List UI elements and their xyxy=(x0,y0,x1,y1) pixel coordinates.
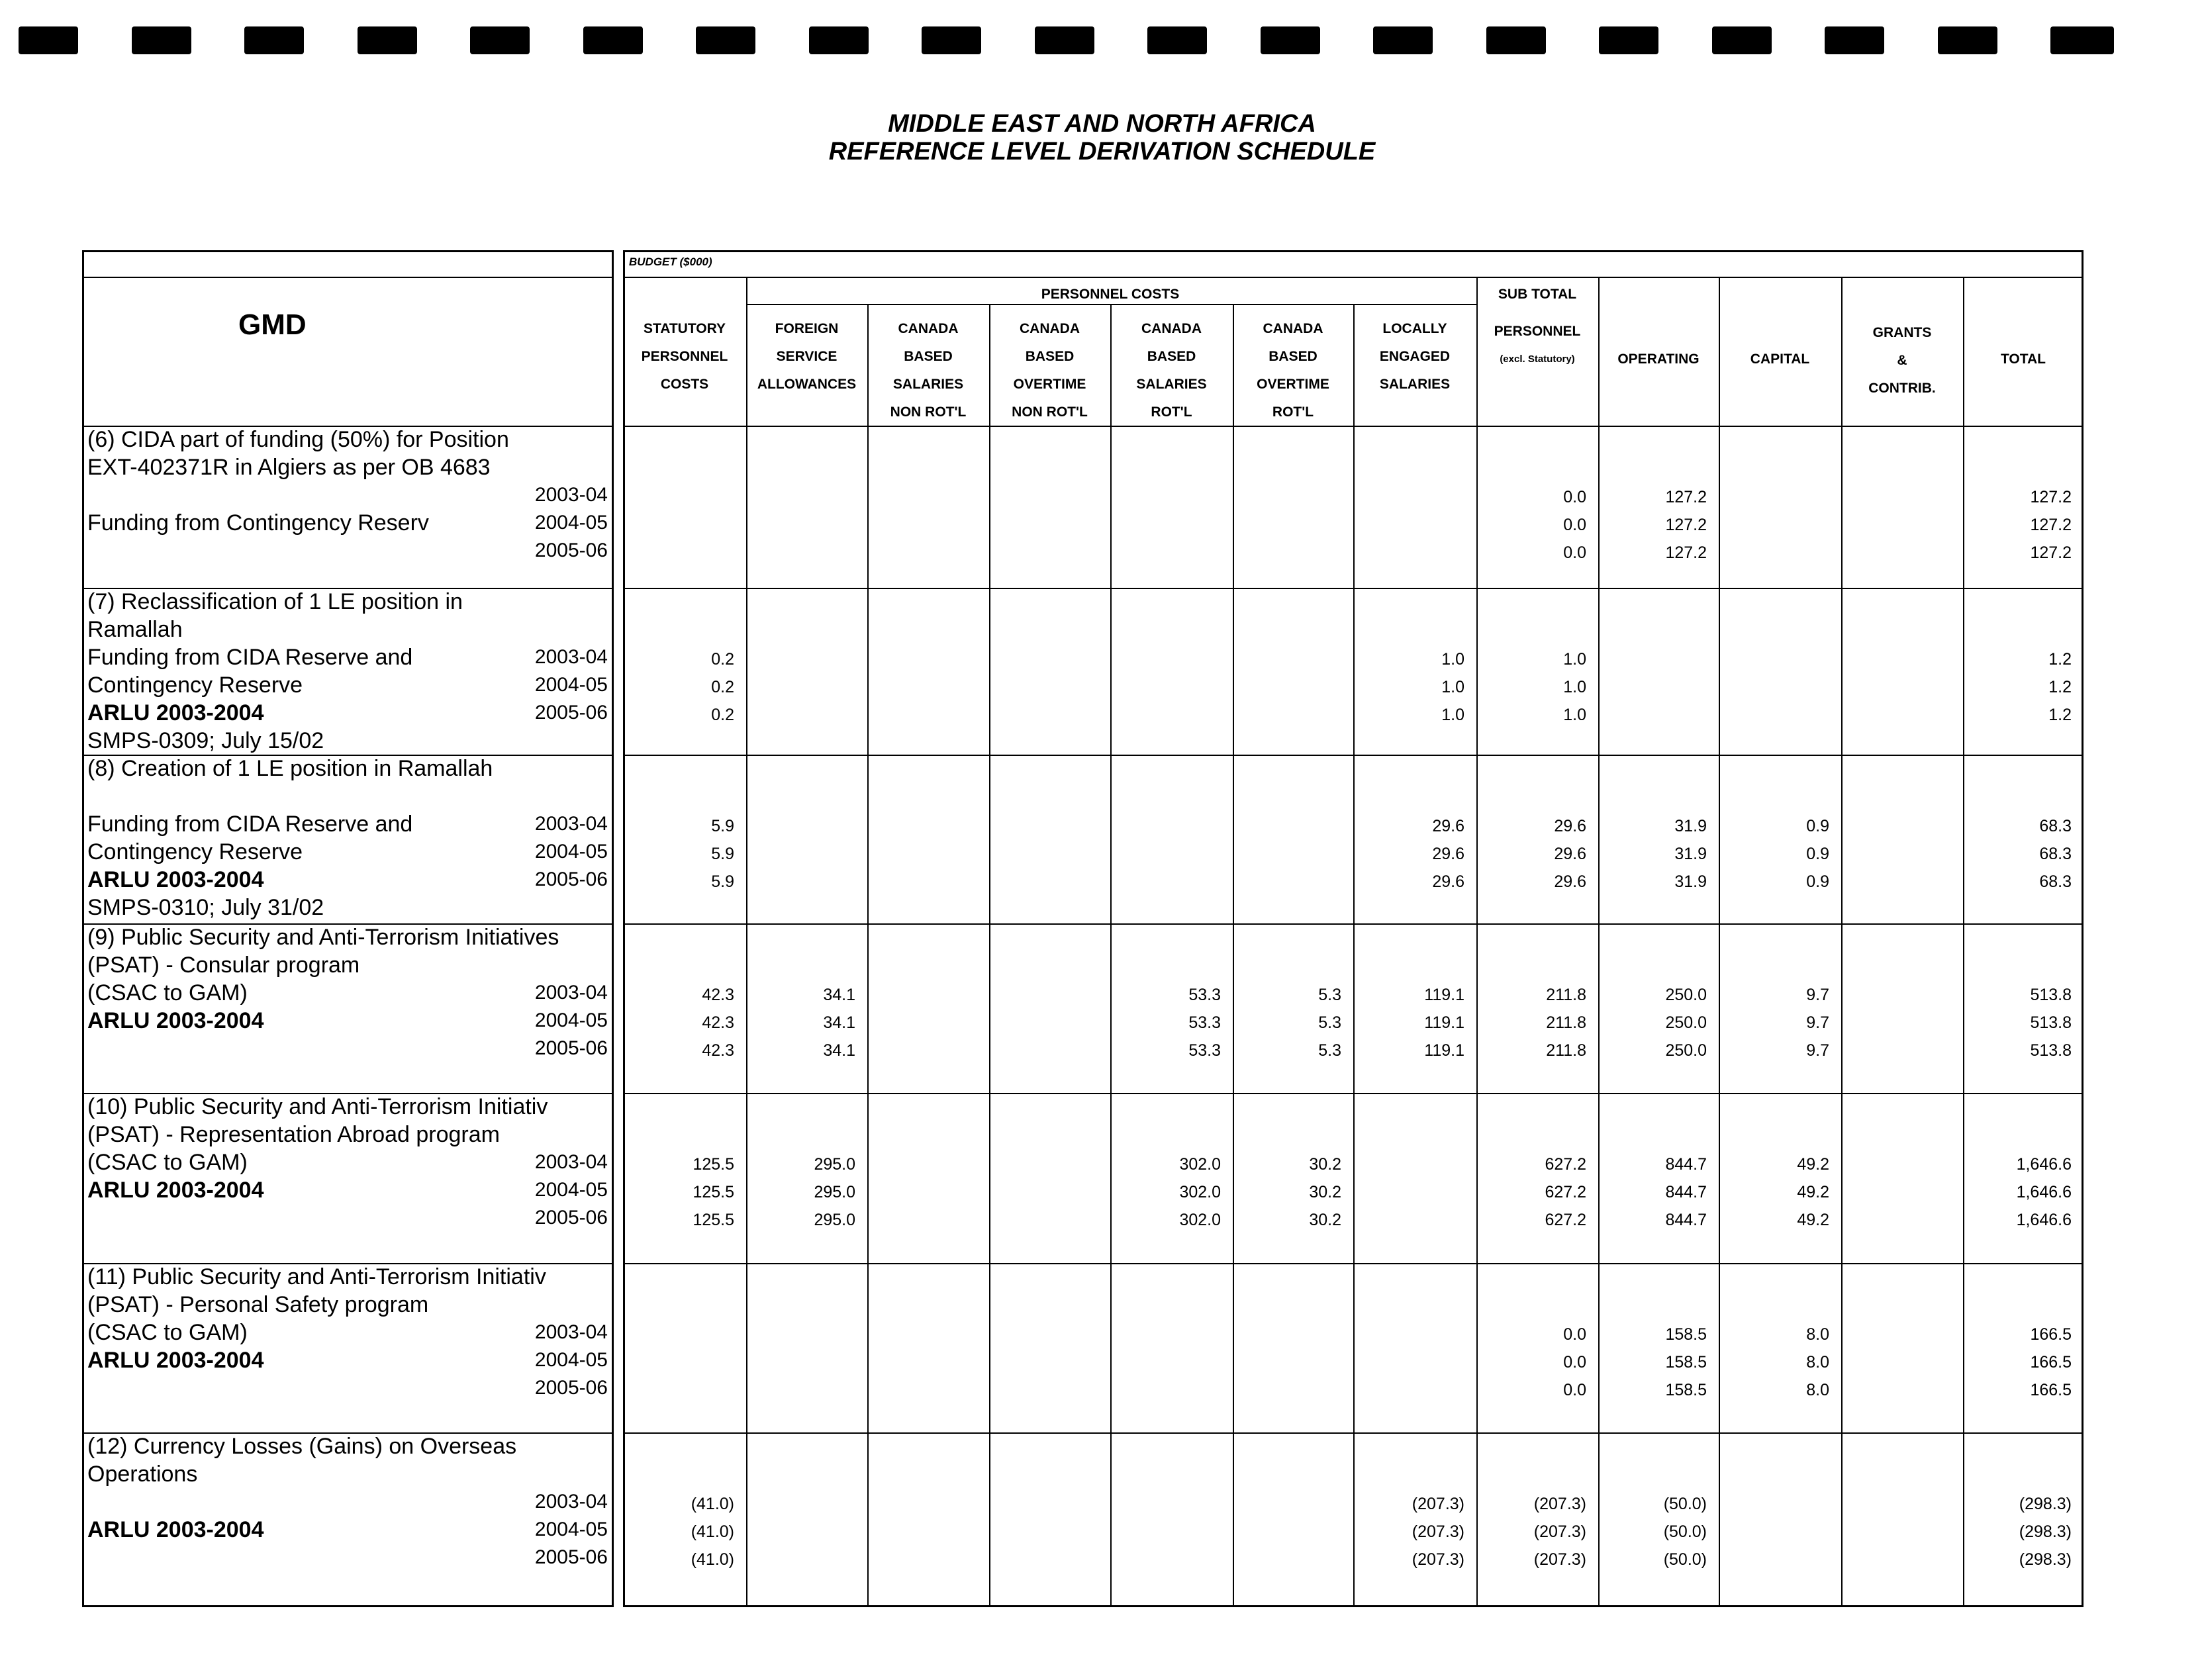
column-divider xyxy=(989,304,990,1607)
fiscal-year: 2003-04 xyxy=(534,1321,608,1343)
cell-value: 844.7 xyxy=(1665,1183,1707,1201)
cell-value: 42.3 xyxy=(702,1013,734,1032)
cell-value: 127.2 xyxy=(2030,488,2072,506)
cell-value: 627.2 xyxy=(1545,1155,1586,1174)
cell-value: (50.0) xyxy=(1663,1522,1707,1541)
cell-value: 34.1 xyxy=(823,986,855,1004)
fiscal-year: 2003-04 xyxy=(534,813,608,835)
column-header-le_sal: ENGAGED xyxy=(1379,349,1451,364)
cell-value: 211.8 xyxy=(1546,1013,1586,1032)
gmd-heading: GMD xyxy=(238,308,307,341)
cell-value: 9.7 xyxy=(1806,1041,1829,1060)
cell-value: 31.9 xyxy=(1674,845,1707,863)
cell-value: (207.3) xyxy=(1412,1550,1464,1569)
cell-value: 1.0 xyxy=(1563,678,1586,696)
cell-value: 49.2 xyxy=(1797,1211,1829,1229)
section-divider xyxy=(623,426,2084,427)
column-divider xyxy=(1719,277,1720,1607)
cell-value: 119.1 xyxy=(1424,1041,1464,1060)
fiscal-year: 2003-04 xyxy=(534,646,608,668)
grid-line xyxy=(82,277,614,278)
cell-value: 0.9 xyxy=(1806,817,1829,835)
punch-hole xyxy=(358,26,417,54)
cell-value: 627.2 xyxy=(1545,1211,1586,1229)
cell-value: (41.0) xyxy=(691,1522,734,1541)
cell-value: 158.5 xyxy=(1665,1325,1707,1344)
cell-value: 1.2 xyxy=(2048,650,2072,669)
column-header-fsa: ALLOWANCES xyxy=(757,377,857,392)
cell-value: (298.3) xyxy=(2019,1550,2072,1569)
column-header-cb_ot_r: OVERTIME xyxy=(1257,377,1329,392)
cell-value: 158.5 xyxy=(1665,1353,1707,1372)
section-label: (CSAC to GAM) xyxy=(87,980,248,1005)
cell-value: 5.9 xyxy=(711,845,734,863)
punch-hole xyxy=(1486,26,1546,54)
section-divider xyxy=(623,923,2084,925)
section-label: ARLU 2003-2004 xyxy=(87,1008,264,1033)
document-title-line1: MIDDLE EAST AND NORTH AFRICA xyxy=(888,110,1316,138)
cell-value: 9.7 xyxy=(1806,1013,1829,1032)
column-header-operating: OPERATING xyxy=(1617,351,1700,367)
section-label: (6) CIDA part of funding (50%) for Position xyxy=(87,427,509,452)
cell-value: 5.3 xyxy=(1318,1041,1341,1060)
cell-value: 295.0 xyxy=(814,1183,855,1201)
section-label: Contingency Reserve xyxy=(87,839,303,864)
cell-value: 0.0 xyxy=(1563,543,1586,562)
fiscal-year: 2005-06 xyxy=(534,1207,608,1229)
cell-value: (41.0) xyxy=(691,1550,734,1569)
punch-hole xyxy=(1373,26,1433,54)
section-label: ARLU 2003-2004 xyxy=(87,1178,264,1203)
column-header-cb_ot_nr: BASED xyxy=(1025,349,1075,364)
cell-value: 8.0 xyxy=(1806,1325,1829,1344)
cell-value: 31.9 xyxy=(1674,817,1707,835)
punch-hole xyxy=(1035,26,1094,54)
cell-value: 127.2 xyxy=(2030,516,2072,534)
punch-hole xyxy=(132,26,191,54)
cell-value: 31.9 xyxy=(1674,872,1707,891)
column-header-cb_sal_nr: SALARIES xyxy=(892,377,964,392)
punch-hole xyxy=(244,26,304,54)
section-label: Funding from Contingency Reserv xyxy=(87,510,429,536)
cell-value: 302.0 xyxy=(1179,1183,1221,1201)
cell-value: 42.3 xyxy=(702,986,734,1004)
section-label: (PSAT) - Representation Abroad program xyxy=(87,1122,500,1147)
column-divider xyxy=(1353,304,1355,1607)
column-header-statutory: PERSONNEL xyxy=(641,349,728,364)
section-label: Funding from CIDA Reserve and xyxy=(87,812,413,837)
cell-value: 0.2 xyxy=(711,706,734,724)
fiscal-year: 2004-05 xyxy=(534,1179,608,1201)
cell-value: 127.2 xyxy=(1665,543,1707,562)
cell-value: 627.2 xyxy=(1545,1183,1586,1201)
cell-value: 250.0 xyxy=(1665,1013,1707,1032)
section-label: (11) Public Security and Anti-Terrorism Initiativ xyxy=(87,1264,546,1289)
cell-value: 8.0 xyxy=(1806,1353,1829,1372)
cell-value: 5.9 xyxy=(711,872,734,891)
section-label: (10) Public Security and Anti-Terrorism Initiativ xyxy=(87,1094,548,1119)
column-header-grants: CONTRIB. xyxy=(1868,381,1936,396)
section-label: (PSAT) - Consular program xyxy=(87,953,360,978)
column-header-statutory: COSTS xyxy=(660,377,709,392)
column-header-cb_sal_nr: BASED xyxy=(904,349,953,364)
column-divider xyxy=(1841,277,1843,1607)
column-divider xyxy=(1963,277,1964,1607)
punch-hole xyxy=(1938,26,1997,54)
fiscal-year: 2005-06 xyxy=(534,1037,608,1059)
cell-value: 53.3 xyxy=(1188,986,1221,1004)
cell-value: 0.0 xyxy=(1563,516,1586,534)
cell-value: 68.3 xyxy=(2039,872,2072,891)
cell-value: 1.0 xyxy=(1441,706,1464,724)
column-header-cb_sal_nr: NON ROT'L xyxy=(890,404,967,420)
cell-value: 211.8 xyxy=(1546,1041,1586,1060)
section-label: Ramallah xyxy=(87,617,183,642)
fiscal-year: 2004-05 xyxy=(534,1349,608,1371)
fiscal-year: 2004-05 xyxy=(534,1009,608,1031)
cell-value: (207.3) xyxy=(1412,1495,1464,1513)
cell-value: (207.3) xyxy=(1533,1522,1586,1541)
cell-value: 29.6 xyxy=(1432,845,1464,863)
cell-value: 1,646.6 xyxy=(2016,1211,2072,1229)
document-title-line2: REFERENCE LEVEL DERIVATION SCHEDULE xyxy=(828,138,1376,165)
cell-value: (207.3) xyxy=(1412,1522,1464,1541)
cell-value: 0.9 xyxy=(1806,872,1829,891)
fiscal-year: 2004-05 xyxy=(534,841,608,863)
column-header-le_sal: LOCALLY xyxy=(1382,321,1447,336)
fiscal-year: 2005-06 xyxy=(534,1377,608,1399)
cell-value: (298.3) xyxy=(2019,1522,2072,1541)
cell-value: 844.7 xyxy=(1665,1155,1707,1174)
cell-value: 119.1 xyxy=(1424,986,1464,1004)
cell-value: 53.3 xyxy=(1188,1013,1221,1032)
cell-value: 125.5 xyxy=(693,1211,734,1229)
section-label: Funding from CIDA Reserve and xyxy=(87,645,413,670)
cell-value: 49.2 xyxy=(1797,1183,1829,1201)
personnel-costs-group-header: PERSONNEL COSTS xyxy=(1041,287,1180,302)
sub-total-group-header: SUB TOTAL xyxy=(1498,287,1577,302)
fiscal-year: 2003-04 xyxy=(534,484,608,506)
cell-value: 0.0 xyxy=(1563,1353,1586,1372)
cell-value: 166.5 xyxy=(2030,1353,2072,1372)
cell-value: (207.3) xyxy=(1533,1550,1586,1569)
cell-value: 513.8 xyxy=(2030,1013,2072,1032)
punch-hole xyxy=(922,26,981,54)
cell-value: 1.0 xyxy=(1563,650,1586,669)
punch-hole xyxy=(470,26,530,54)
cell-value: 513.8 xyxy=(2030,1041,2072,1060)
fiscal-year: 2003-04 xyxy=(534,982,608,1003)
cell-value: (298.3) xyxy=(2019,1495,2072,1513)
punch-hole xyxy=(1712,26,1772,54)
cell-value: 125.5 xyxy=(693,1155,734,1174)
column-divider xyxy=(1233,304,1234,1607)
section-label: (7) Reclassification of 1 LE position in xyxy=(87,589,463,614)
cell-value: (41.0) xyxy=(691,1495,734,1513)
column-header-cb_ot_r: ROT'L xyxy=(1272,404,1314,420)
cell-value: 158.5 xyxy=(1665,1381,1707,1399)
column-header-fsa: FOREIGN xyxy=(775,321,839,336)
column-header-grants: GRANTS xyxy=(1872,325,1932,340)
fiscal-year: 2005-06 xyxy=(534,539,608,561)
punch-hole xyxy=(2050,26,2114,54)
cell-value: 250.0 xyxy=(1665,986,1707,1004)
punch-hole xyxy=(583,26,643,54)
column-header-subtotal: (excl. Statutory) xyxy=(1500,353,1575,365)
section-label: (9) Public Security and Anti-Terrorism Initiatives xyxy=(87,925,559,950)
column-header-cb_ot_r: BASED xyxy=(1269,349,1318,364)
cell-value: 30.2 xyxy=(1309,1211,1341,1229)
column-header-capital: CAPITAL xyxy=(1750,351,1810,367)
cell-value: 68.3 xyxy=(2039,845,2072,863)
column-divider xyxy=(867,304,869,1607)
section-label: ARLU 2003-2004 xyxy=(87,1517,264,1542)
fiscal-year: 2003-04 xyxy=(534,1151,608,1173)
budget-label: BUDGET ($000) xyxy=(629,256,712,268)
cell-value: 127.2 xyxy=(1665,488,1707,506)
section-divider xyxy=(623,588,2084,589)
section-label: (CSAC to GAM) xyxy=(87,1320,248,1345)
section-label: SMPS-0309; July 15/02 xyxy=(87,728,324,753)
cell-value: 119.1 xyxy=(1424,1013,1464,1032)
column-divider xyxy=(1110,304,1112,1607)
section-label: ARLU 2003-2004 xyxy=(87,700,264,725)
column-divider xyxy=(1476,277,1478,1607)
fiscal-year: 2005-06 xyxy=(534,1546,608,1568)
column-header-fsa: SERVICE xyxy=(776,349,838,364)
punch-hole xyxy=(19,26,78,54)
cell-value: 211.8 xyxy=(1546,986,1586,1004)
cell-value: 295.0 xyxy=(814,1155,855,1174)
cell-value: 302.0 xyxy=(1179,1211,1221,1229)
cell-value: 29.6 xyxy=(1554,845,1586,863)
section-label: EXT-402371R in Algiers as per OB 4683 xyxy=(87,455,491,480)
cell-value: 1.0 xyxy=(1441,678,1464,696)
cell-value: 1,646.6 xyxy=(2016,1183,2072,1201)
fiscal-year: 2003-04 xyxy=(534,1491,608,1513)
cell-value: 30.2 xyxy=(1309,1183,1341,1201)
cell-value: 166.5 xyxy=(2030,1381,2072,1399)
column-header-cb_sal_r: BASED xyxy=(1147,349,1196,364)
cell-value: 844.7 xyxy=(1665,1211,1707,1229)
fiscal-year: 2005-06 xyxy=(534,702,608,723)
cell-value: 302.0 xyxy=(1179,1155,1221,1174)
cell-value: 5.9 xyxy=(711,817,734,835)
cell-value: 34.1 xyxy=(823,1041,855,1060)
cell-value: 1,646.6 xyxy=(2016,1155,2072,1174)
column-header-cb_sal_r: SALARIES xyxy=(1136,377,1207,392)
cell-value: 0.0 xyxy=(1563,1325,1586,1344)
column-divider xyxy=(746,277,747,1607)
fiscal-year: 2004-05 xyxy=(534,512,608,534)
column-header-cb_ot_r: CANADA xyxy=(1263,321,1323,336)
cell-value: 29.6 xyxy=(1432,817,1464,835)
column-header-grants: & xyxy=(1897,353,1907,368)
cell-value: 49.2 xyxy=(1797,1155,1829,1174)
punch-hole xyxy=(1147,26,1207,54)
fiscal-year: 2004-05 xyxy=(534,674,608,696)
column-header-statutory: STATUTORY xyxy=(643,321,726,336)
section-label: SMPS-0310; July 31/02 xyxy=(87,895,324,920)
cell-value: 0.2 xyxy=(711,650,734,669)
cell-value: (50.0) xyxy=(1663,1495,1707,1513)
cell-value: 53.3 xyxy=(1188,1041,1221,1060)
cell-value: 29.6 xyxy=(1554,817,1586,835)
cell-value: 29.6 xyxy=(1432,872,1464,891)
column-header-total: TOTAL xyxy=(2000,351,2046,367)
cell-value: 68.3 xyxy=(2039,817,2072,835)
cell-value: 166.5 xyxy=(2030,1325,2072,1344)
section-label: ARLU 2003-2004 xyxy=(87,867,264,892)
section-label: Contingency Reserve xyxy=(87,673,303,698)
column-header-cb_ot_nr: NON ROT'L xyxy=(1012,404,1088,420)
cell-value: 513.8 xyxy=(2030,986,2072,1004)
column-header-subtotal: PERSONNEL xyxy=(1494,324,1581,339)
cell-value: 125.5 xyxy=(693,1183,734,1201)
cell-value: 1.0 xyxy=(1563,706,1586,724)
cell-value: 34.1 xyxy=(823,1013,855,1032)
cell-value: (207.3) xyxy=(1533,1495,1586,1513)
column-header-cb_ot_nr: OVERTIME xyxy=(1013,377,1086,392)
section-label: (PSAT) - Personal Safety program xyxy=(87,1292,429,1317)
section-label: (12) Currency Losses (Gains) on Overseas xyxy=(87,1434,517,1459)
cell-value: 127.2 xyxy=(2030,543,2072,562)
cell-value: 1.2 xyxy=(2048,678,2072,696)
section-divider xyxy=(623,1093,2084,1094)
column-header-cb_sal_nr: CANADA xyxy=(898,321,959,336)
punch-hole xyxy=(696,26,755,54)
cell-value: 250.0 xyxy=(1665,1041,1707,1060)
fiscal-year: 2005-06 xyxy=(534,868,608,890)
punch-hole xyxy=(1599,26,1658,54)
cell-value: 5.3 xyxy=(1318,1013,1341,1032)
section-divider xyxy=(623,1432,2084,1434)
punch-hole xyxy=(1261,26,1320,54)
column-header-le_sal: SALARIES xyxy=(1379,377,1451,392)
grid-line xyxy=(623,277,2084,278)
section-divider xyxy=(623,1263,2084,1264)
fiscal-year: 2004-05 xyxy=(534,1518,608,1540)
cell-value: 5.3 xyxy=(1318,986,1341,1004)
punch-hole xyxy=(1825,26,1884,54)
cell-value: (50.0) xyxy=(1663,1550,1707,1569)
cell-value: 1.2 xyxy=(2048,706,2072,724)
column-header-cb_sal_r: CANADA xyxy=(1141,321,1202,336)
section-label: (8) Creation of 1 LE position in Ramallah xyxy=(87,756,493,781)
column-header-cb_ot_nr: CANADA xyxy=(1020,321,1080,336)
section-divider xyxy=(623,755,2084,756)
section-label: (CSAC to GAM) xyxy=(87,1150,248,1175)
cell-value: 30.2 xyxy=(1309,1155,1341,1174)
cell-value: 127.2 xyxy=(1665,516,1707,534)
cell-value: 8.0 xyxy=(1806,1381,1829,1399)
cell-value: 29.6 xyxy=(1554,872,1586,891)
cell-value: 0.2 xyxy=(711,678,734,696)
cell-value: 0.0 xyxy=(1563,488,1586,506)
punch-hole xyxy=(809,26,869,54)
cell-value: 1.0 xyxy=(1441,650,1464,669)
cell-value: 295.0 xyxy=(814,1211,855,1229)
cell-value: 0.0 xyxy=(1563,1381,1586,1399)
section-label: Operations xyxy=(87,1462,198,1487)
section-label: ARLU 2003-2004 xyxy=(87,1348,264,1373)
cell-value: 9.7 xyxy=(1806,986,1829,1004)
column-divider xyxy=(1598,277,1600,1607)
column-header-cb_sal_r: ROT'L xyxy=(1151,404,1192,420)
cell-value: 0.9 xyxy=(1806,845,1829,863)
cell-value: 42.3 xyxy=(702,1041,734,1060)
